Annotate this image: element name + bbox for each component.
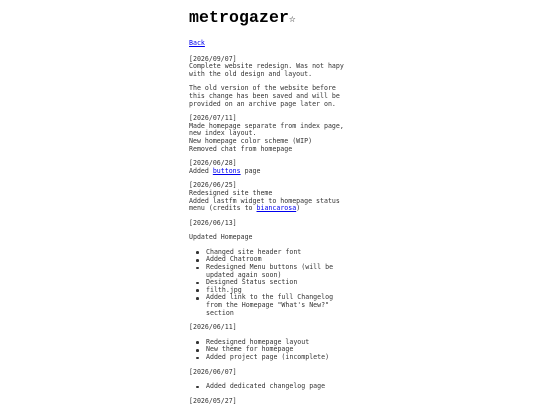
list-item <box>206 264 359 279</box>
biancarosa-link[interactable]: biancarosa <box>256 204 297 213</box>
entry-text-prefix: Added <box>189 166 213 175</box>
changelog-entry <box>189 398 359 406</box>
change-list <box>189 339 359 362</box>
list-item <box>206 294 359 317</box>
changelog-entry <box>189 115 359 153</box>
entry-date: [2026/06/25] <box>189 181 237 190</box>
list-item-text: from the Homepage "What's New?" <box>206 301 330 310</box>
entry-text <box>189 324 359 332</box>
changelog-entry <box>189 369 359 391</box>
back-link[interactable]: Back <box>189 39 205 47</box>
list-item-text: updated again soon) <box>206 270 282 279</box>
change-list <box>189 249 359 317</box>
entry-line: with the old design and layout. <box>189 69 313 78</box>
entry-date: [2026/07/11] <box>189 114 237 123</box>
changelog-entry <box>189 220 359 318</box>
entry-text <box>189 160 359 175</box>
entry-text <box>189 85 359 108</box>
entry-line: new index layout. <box>189 129 257 138</box>
list-item: Redesigned homepage layout <box>206 339 359 347</box>
list-item-text: Added link to the full Changelog <box>206 293 334 302</box>
list-item-text: filth.jpg <box>206 285 242 294</box>
entry-text-suffix: ) <box>296 204 301 213</box>
entry-text <box>189 369 359 377</box>
entry-line: this change has been saved and will be <box>189 91 340 100</box>
entry-line: Added lastfm widget to homepage status <box>189 196 340 205</box>
changelog-entry <box>189 160 359 175</box>
list-item-text: Added Chatroom <box>206 255 262 264</box>
buttons-page-link[interactable]: buttons <box>212 166 241 175</box>
entry-text <box>189 398 359 406</box>
list-item: New theme for homepage <box>206 346 359 354</box>
changelog-entry <box>189 324 359 361</box>
changelog-entry <box>189 182 359 212</box>
entry-line: provided on an archive page later on. <box>189 99 336 108</box>
entry-text <box>189 115 359 153</box>
entry-date: [2026/06/07] <box>189 367 237 376</box>
entry-date: [2026/05/27] <box>189 396 237 405</box>
entry-text <box>189 182 359 212</box>
site-title-text: metrogazer <box>189 8 290 27</box>
star-icon: ☆ <box>289 14 296 26</box>
entry-date: [2026/09/07] <box>189 54 237 63</box>
entry-line: Made homepage separate from index page, <box>189 121 344 130</box>
entry-text-prefix: menu (credits to <box>189 204 257 213</box>
site-title <box>189 8 359 30</box>
list-item-text: Redesigned Menu buttons (will be <box>206 263 334 272</box>
changelog-entry <box>189 56 359 109</box>
entry-line: Complete website redesign. Was not hapy <box>189 62 344 71</box>
list-item-text: Designed Status section <box>206 278 298 287</box>
change-list <box>189 383 359 391</box>
entry-text <box>189 56 359 79</box>
entry-text <box>189 220 359 228</box>
entry-line: The old version of the website before <box>189 84 336 93</box>
entry-date: [2026/06/13] <box>189 218 237 227</box>
entry-heading: Updated Homepage <box>189 233 253 242</box>
entry-text-suffix: page <box>240 166 261 175</box>
entry-line: New homepage color scheme (WIP) <box>189 136 313 145</box>
entry-date: [2026/06/28] <box>189 159 237 168</box>
entry-line: Removed chat from homepage <box>189 144 293 153</box>
entry-line: Redesigned site theme <box>189 188 273 197</box>
changelog-page <box>189 8 359 412</box>
list-item-text: section <box>206 308 234 317</box>
list-item-text: Changed site header font <box>206 247 302 256</box>
list-item: Added project page (incomplete) <box>206 354 359 362</box>
entry-date: [2026/06/11] <box>189 323 237 332</box>
list-item: Added dedicated changelog page <box>206 383 359 391</box>
